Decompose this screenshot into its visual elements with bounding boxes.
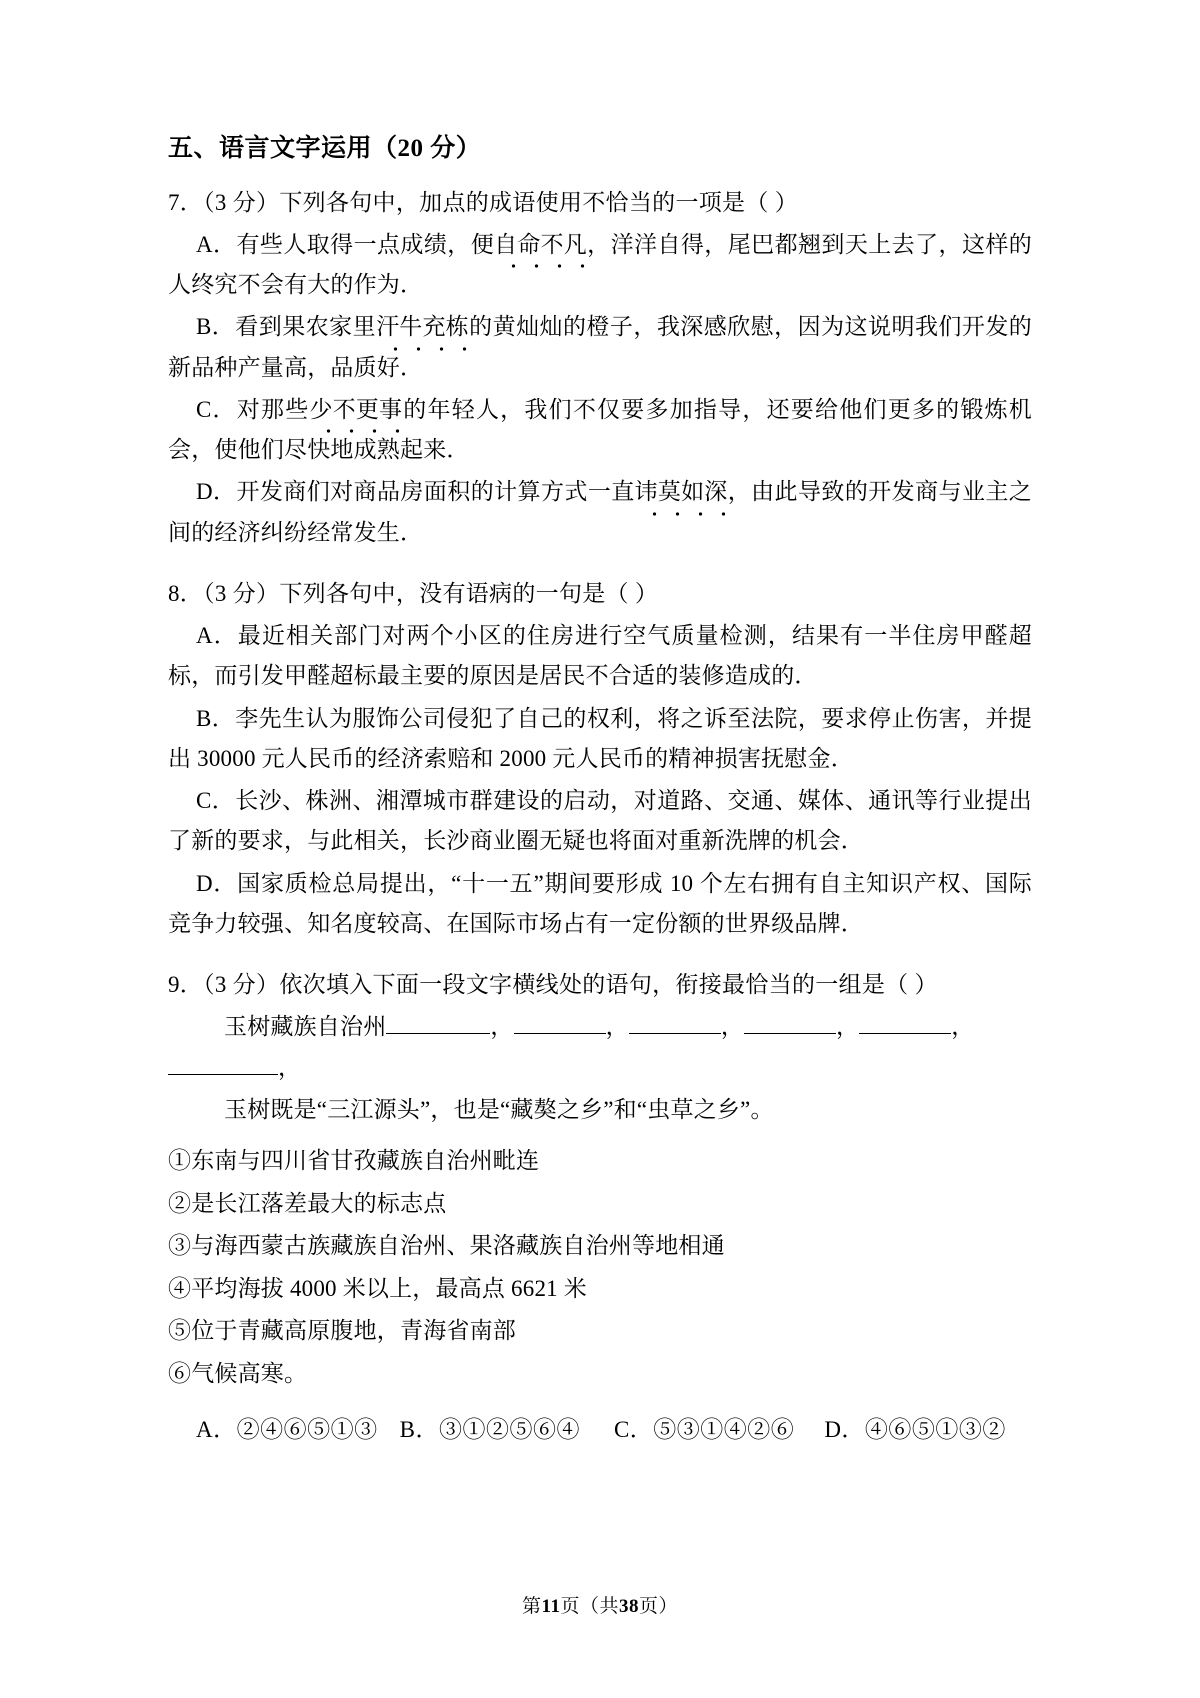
answer-choice-c: C．⑤③①④②⑥ [613,1417,795,1443]
question-7-option-b [168,307,1032,388]
option-text: 最近相关部门对两个小区的住房进行空气质量检测，结果有一半住房甲醛超标，而引发甲醛超标最主要的原因是居民不合适的装修造成的． [168,623,1032,689]
option-text-before: 对那些 [236,396,310,422]
option-text-before: 开发商们对商品房面积的计算方式一直 [236,479,635,505]
question-9-answer-choices [168,1409,1032,1450]
option-text: 国家质检总局提出，“十一五”期间要形成 10 个左右拥有自主知识产权、国际竞争力较强、知名度较高、在国际市场占有一定份额的世界级品牌． [168,870,1032,936]
question-9-item-5: ⑤位于青藏高原腹地，青海省南部 [168,1318,516,1344]
question-8-option-b [168,699,1032,780]
option-label: D． [196,479,237,505]
question-9-item-4: ④平均海拔 4000 米以上，最高点 6621 米 [168,1275,587,1301]
option-label: A． [196,231,237,257]
question-9-item-2: ②是长江落差最大的标志点 [168,1190,447,1216]
option-label: A． [196,623,238,648]
question-9-item-3: ③与海西蒙古族藏族自治州、果洛藏族自治州等地相通 [168,1233,725,1259]
page-footer [0,1591,1200,1618]
option-dotted-idiom: 讳莫如深 [635,472,728,512]
option-text-after: 的年轻人，我们不仅要多加指导，还要给他们更多的锻炼机会，使他们尽快地成熟起来． [168,396,1032,462]
option-text-after: ，由此导致的开发商与业主之间的经济纠纷经常发生． [168,479,1032,545]
option-text: 李先生认为服饰公司侵犯了自己的权利，将之诉至法院，要求停止伤害，并提出 30000 元人民币的经济索赔和 2000 元人民币的精神损害抚慰金． [168,705,1032,771]
option-text-after: 的黄灿灿的橙子，我深感欣慰，因为这说明我们开发的新品种产量高，品质好． [168,314,1032,380]
question-7-option-c [168,390,1032,471]
fill-blank-2 [514,1033,606,1034]
question-8-stem: 8．（3 分）下列各句中，没有语病的一句是（ ） [168,580,659,606]
option-label: C． [196,788,236,813]
question-7-option-d [168,472,1032,553]
fill-prefix: 玉树藏族自治州 [224,1014,387,1040]
option-text-before: 有些人取得一点成绩，便 [236,231,495,257]
section-heading: 五、语言文字运用（20 分） [168,135,482,162]
question-9-stem: 9．（3 分）依次填入下面一段文字横线处的语句，衔接最恰当的一组是（ ） [168,972,938,997]
answer-choice-d: D．④⑥⑤①③② [824,1417,1006,1443]
fill-blank-1 [386,1033,490,1034]
footer-prefix: 第 [522,1596,542,1617]
answer-choice-a: A．②④⑥⑤①③ [196,1417,378,1443]
footer-total-pages: 38 [618,1596,639,1617]
option-text: 长沙、株洲、湘潭城市群建设的启动，对道路、交通、媒体、通讯等行业提出了新的要求，与此相关，长沙商业圈无疑也将面对重新洗牌的机会． [168,788,1032,854]
fill-second-text: 玉树既是“三江源头”，也是“藏獒之乡”和“虫草之乡”。 [224,1096,774,1122]
option-label: D． [196,870,238,896]
footer-page-number: 11 [541,1596,561,1617]
question-8-option-d [168,864,1032,945]
question-9-item-1: ①东南与四川省甘孜藏族自治州毗连 [168,1148,540,1173]
fill-blank-5 [859,1033,951,1034]
question-8-option-a [168,616,1032,697]
option-label: B． [196,314,236,340]
answer-choice-b: B．③①②⑤⑥④ [399,1417,580,1443]
option-text-before: 看到果农家里 [235,314,377,340]
question-9-fill-second-line [168,1090,1032,1130]
option-label: B． [196,705,236,731]
option-dotted-idiom: 自命不凡 [494,225,587,265]
footer-middle: 页（共 [560,1596,619,1617]
question-8-option-c [168,781,1032,862]
fill-blank-4 [744,1033,836,1034]
question-9-fill-line: 玉树藏族自治州 ， ， ， ， ，， [168,1007,1032,1088]
option-dotted-idiom: 少不更事 [309,390,402,430]
option-dotted-idiom: 汗牛充栋 [376,307,469,347]
question-7-stem: 7．（3 分）下列各句中，加点的成语使用不恰当的一项是（ ） [168,189,798,215]
fill-blank-3 [629,1033,721,1034]
footer-suffix: 页） [638,1596,678,1617]
fill-blank-6 [168,1074,278,1075]
option-label: C． [196,396,237,422]
question-7-option-a [168,225,1032,306]
question-9-item-6: ⑥气候高寒。 [168,1360,308,1386]
option-text-after: ，洋洋自得，尾巴都翘到天上去了，这样的人终究不会有大的作为． [168,231,1033,297]
